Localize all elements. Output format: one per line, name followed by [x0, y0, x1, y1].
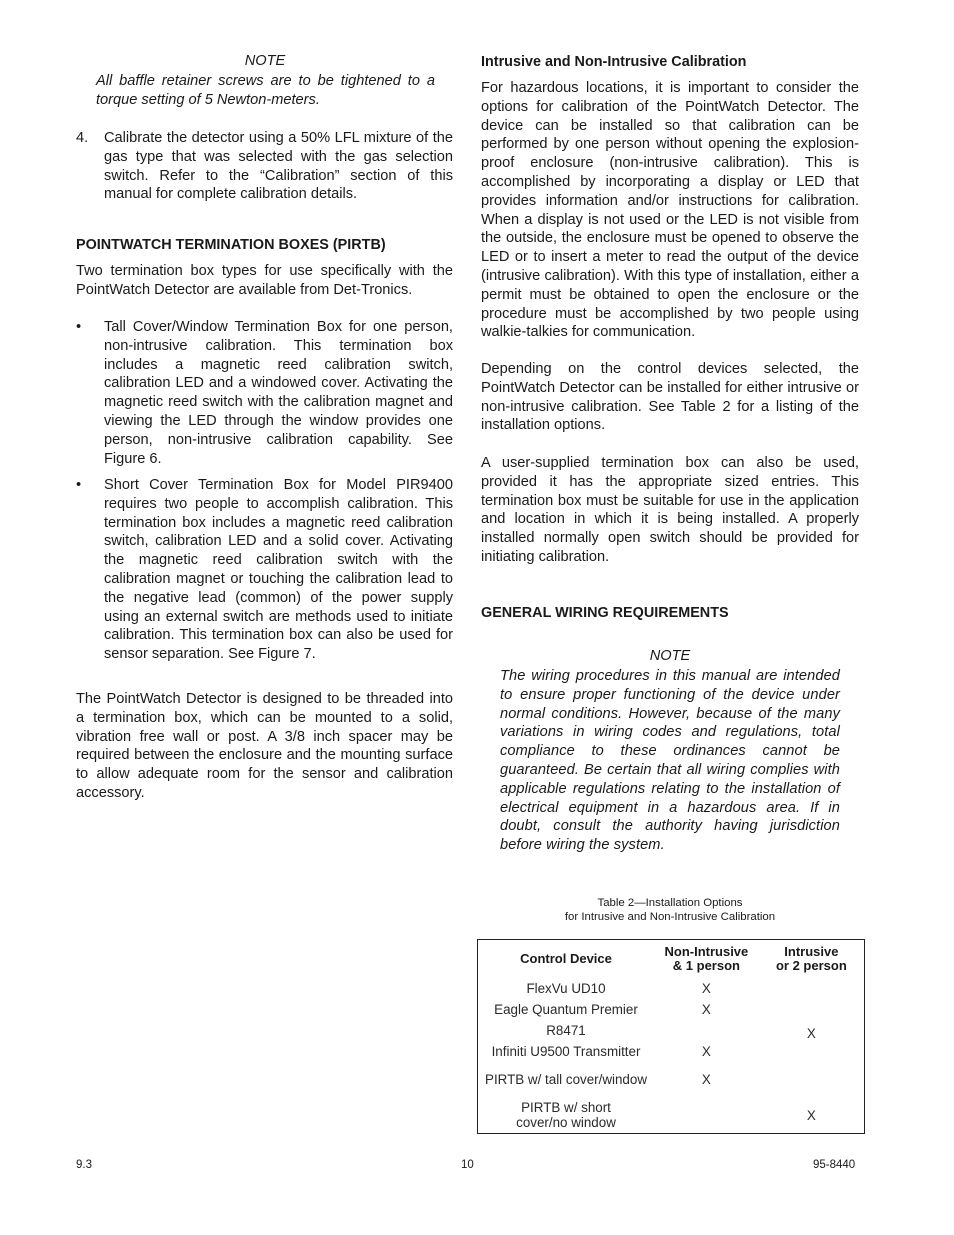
cell-intrusive [759, 1041, 865, 1062]
bullet-marker: • [76, 477, 82, 493]
calibration-paragraph-2: Depending on the control devices selected, the PointWatch Detector can be installed for either intrusive or non-intrusive calibration. See Table 2 for a listing of the installation options. [481, 361, 859, 434]
pirtb-intro: Two termination box types for use specifically with the PointWatch Detector are available from Det-Tronics. [76, 263, 453, 298]
note-body: All baffle retainer screws are to be tightened to a torque setting of 5 Newton-meters. [96, 73, 435, 108]
calibration-paragraph-1: For hazardous locations, it is important to consider the options for calibration of the PointWatch Detector. The device can be installed so that calibration can be performed by one person without opening the explosion-proof enclosure (non-intrusive calibration). This is accomplished by incorporating a display or LED that provides information and/or instructions for calibration. When a display is not used or the LED is not visible from the outside, the enclosure must be opened to observe the LED or to insert a meter to read the output of the device (intrusive calibration). With this type of installation, either a permit must be obtained to open the enclosure or the procedure must be accomplished by two people using walkie-talkies for communication. [481, 80, 859, 341]
bullet-item [76, 476, 453, 666]
table-row [478, 999, 865, 1020]
calibration-paragraph-3: A user-supplied termination box can also be used, provided it has the appropriate sized entries. This termination box must be suitable for use in the application and location in which it is being installed. A properly installed normally open switch should be provided for initiating calibration. [481, 455, 859, 565]
wiring-note-body: The wiring procedures in this manual are intended to ensure proper functioning of the device under normal conditions. However, because of the many variations in wiring codes and regulations, total compliance to these ordinances cannot be guaranteed. Be certain that all wiring complies with applicable regulations relating to the installation of electrical equipment in a hazardous area. If in doubt, consult the authority having jurisdiction before wiring the system. [500, 668, 840, 854]
cell-device: PIRTB w/ short cover/no window [516, 1099, 616, 1130]
table-row [478, 1020, 865, 1041]
footer-document-number: 95-8440 [813, 1159, 856, 1171]
bullet-marker: • [76, 319, 82, 335]
bullet-text: Short Cover Termination Box for Model PIR9400 requires two people to accomplish calibration. This termination box includes a magnetic reed calibration switch, calibration LED and a solid cover. Activating the magnetic reed calibration switch with the calibration magnet or touching the calibration lead to the negative lead (common) of the power supply using an external switch are methods used to initiate calibration. This termination box can also be used for sensor separation. See Figure 7. [104, 477, 453, 663]
cell-non-intrusive: X [701, 1001, 711, 1017]
cell-non-intrusive: X [701, 1043, 711, 1059]
calibration-heading: Intrusive and Non-Intrusive Calibration [481, 54, 747, 70]
cell-device: Eagle Quantum Premier [494, 1001, 638, 1017]
column-header-non-intrusive: Non-Intrusive & 1 person [664, 943, 749, 973]
cell-device: FlexVu UD10 [526, 980, 606, 996]
step-4 [76, 129, 453, 209]
table-row [478, 1041, 865, 1062]
cell-intrusive: X [806, 1025, 816, 1041]
bullet-item [76, 318, 453, 473]
note-title: NOTE [244, 53, 286, 69]
cell-non-intrusive: X [701, 980, 711, 996]
installation-options-table [477, 939, 865, 1134]
footer-revision: 9.3 [76, 1159, 92, 1171]
cell-device: Infiniti U9500 Transmitter [491, 1043, 641, 1059]
footer-page-number: 10 [461, 1159, 474, 1171]
table-row [478, 1062, 865, 1097]
cell-intrusive [759, 978, 865, 999]
cell-non-intrusive [654, 1020, 759, 1041]
table-header-row [478, 940, 865, 978]
step-number: 4. [76, 130, 89, 146]
cell-non-intrusive: X [701, 1071, 711, 1087]
cell-intrusive [759, 1062, 865, 1097]
wiring-heading: GENERAL WIRING REQUIREMENTS [481, 605, 729, 621]
closing-paragraph: The PointWatch Detector is designed to be threaded into a termination box, which can be mounted to a solid, vibration free wall or post. A 3/8 inch spacer may be required between the enclosure and the mounting surface to allow adequate room for the sensor and calibration accessory. [76, 691, 453, 801]
cell-device: R8471 [546, 1022, 586, 1038]
bullet-text: Tall Cover/Window Termination Box for one person, non-intrusive calibration. This termination box includes a magnetic reed calibration switch, calibration LED and a windowed cover. Activating the magnetic reed switch with the calibration magnet and viewing the LED through the window provides one person, non-intrusive calibration capability. See Figure 6. [104, 319, 453, 467]
column-header-intrusive: Intrusive or 2 person [775, 943, 847, 973]
step-text: Calibrate the detector using a 50% LFL mixture of the gas type that was selected with the gas selection switch. Refer to the “Calibration” section of this manual for complete calibration details. [104, 130, 453, 203]
column-header-control-device: Control Device [520, 950, 612, 966]
table-caption [481, 896, 859, 925]
cell-intrusive: X [806, 1108, 816, 1123]
cell-non-intrusive [654, 1097, 759, 1134]
table-caption-line-2: for Intrusive and Non-Intrusive Calibration [564, 911, 776, 924]
cell-intrusive [759, 999, 865, 1020]
table-row [478, 978, 865, 999]
table-row [478, 1097, 865, 1134]
table-caption-line-1: Table 2—Installation Options [597, 897, 743, 909]
section-heading-pirtb: POINTWATCH TERMINATION BOXES (PIRTB) [76, 237, 386, 253]
cell-device: PIRTB w/ tall cover/window [485, 1071, 647, 1087]
wiring-note-title: NOTE [649, 648, 691, 664]
